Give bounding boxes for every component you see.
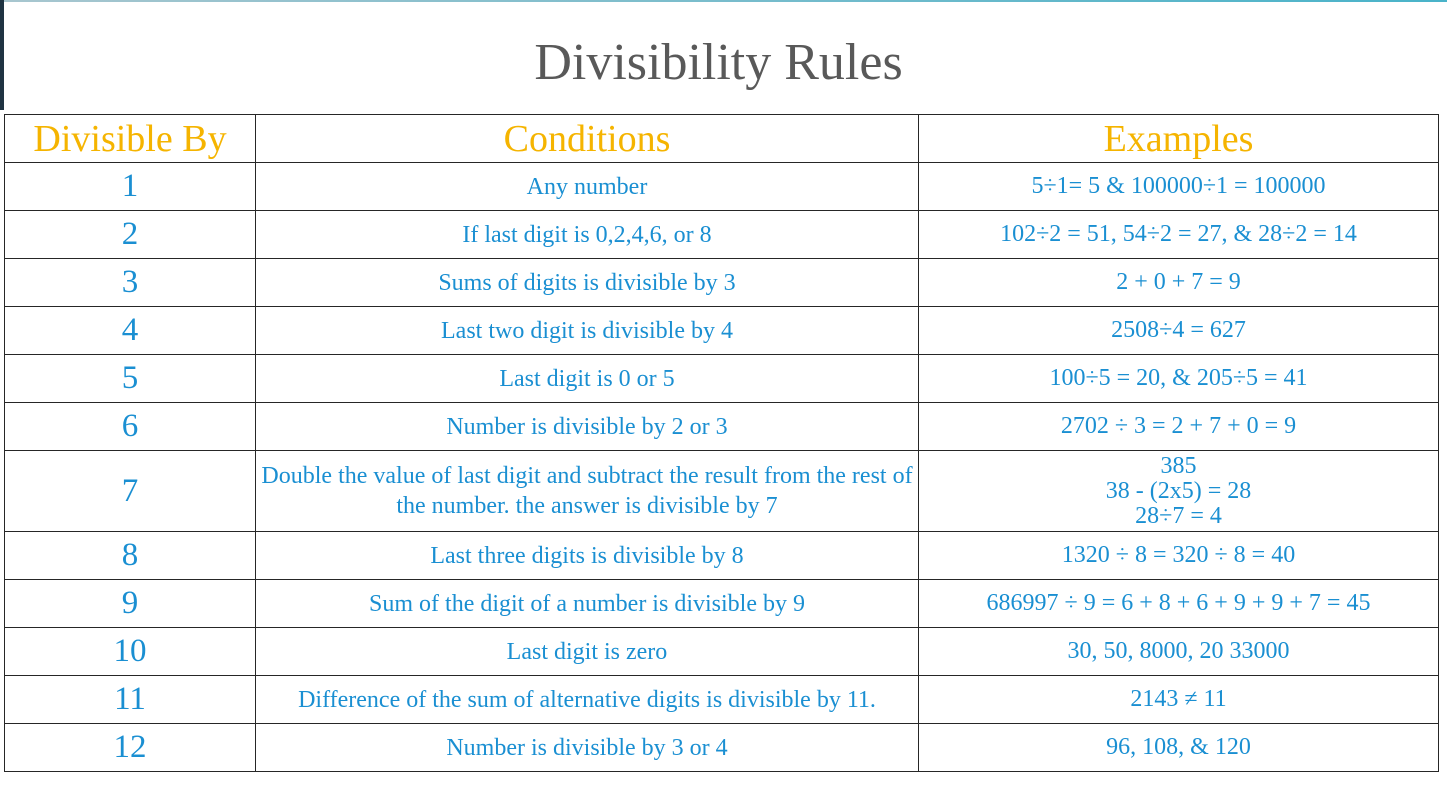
condition-cell: Double the value of last digit and subtract the result from the rest of the number. the answer is divisible by 7 [256, 451, 919, 532]
table-row [5, 163, 1439, 211]
header-examples: Examples [919, 115, 1439, 163]
table-row [5, 307, 1439, 355]
example-line: 30, 50, 8000, 20 33000 [1067, 638, 1290, 664]
condition-cell: Number is divisible by 2 or 3 [256, 403, 919, 451]
divisor-cell: 7 [5, 451, 256, 532]
condition-cell: Last digit is 0 or 5 [256, 355, 919, 403]
examples-cell [919, 580, 1439, 628]
condition-cell: Last three digits is divisible by 8 [256, 532, 919, 580]
examples-cell [919, 259, 1439, 307]
examples-cell [919, 676, 1439, 724]
example-line: 100÷5 = 20, & 205÷5 = 41 [1049, 365, 1308, 391]
condition-cell: If last digit is 0,2,4,6, or 8 [256, 211, 919, 259]
table-body [5, 163, 1439, 772]
header-conditions: Conditions [256, 115, 919, 163]
examples-cell [919, 355, 1439, 403]
table-row [5, 451, 1439, 532]
example-line: 2143 ≠ 11 [1130, 686, 1227, 712]
examples-cell [919, 451, 1439, 532]
divisor-cell: 8 [5, 532, 256, 580]
divisibility-rules-table [4, 114, 1439, 772]
table-row [5, 724, 1439, 772]
example-line: 96, 108, & 120 [1106, 734, 1251, 760]
divisor-cell: 11 [5, 676, 256, 724]
condition-cell: Sum of the digit of a number is divisible by 9 [256, 580, 919, 628]
table-row [5, 532, 1439, 580]
examples-cell [919, 724, 1439, 772]
table-row [5, 676, 1439, 724]
top-accent-line [0, 0, 1447, 2]
condition-cell: Difference of the sum of alternative digits is divisible by 11. [256, 676, 919, 724]
table-row [5, 628, 1439, 676]
table-row [5, 259, 1439, 307]
divisor-cell: 3 [5, 259, 256, 307]
example-line: 1320 ÷ 8 = 320 ÷ 8 = 40 [1061, 542, 1296, 568]
table-row [5, 355, 1439, 403]
example-line: 2508÷4 = 627 [1111, 317, 1246, 343]
divisor-cell: 10 [5, 628, 256, 676]
table-row [5, 403, 1439, 451]
divisor-cell: 12 [5, 724, 256, 772]
examples-cell [919, 532, 1439, 580]
header-divisible-by: Divisible By [5, 115, 256, 163]
examples-cell [919, 628, 1439, 676]
condition-cell: Last digit is zero [256, 628, 919, 676]
example-line: 686997 ÷ 9 = 6 + 8 + 6 + 9 + 9 + 7 = 45 [986, 590, 1371, 616]
divisor-cell: 6 [5, 403, 256, 451]
divisor-cell: 9 [5, 580, 256, 628]
table-header-row [5, 115, 1439, 163]
divisor-cell: 1 [5, 163, 256, 211]
example-line: 102÷2 = 51, 54÷2 = 27, & 28÷2 = 14 [1000, 221, 1357, 247]
divisor-cell: 5 [5, 355, 256, 403]
example-line: 2702 ÷ 3 = 2 + 7 + 0 = 9 [1060, 413, 1297, 439]
divisor-cell: 2 [5, 211, 256, 259]
table-row [5, 580, 1439, 628]
condition-cell: Number is divisible by 3 or 4 [256, 724, 919, 772]
example-line: 2 + 0 + 7 = 9 [1116, 269, 1241, 295]
example-line: 385 [1160, 452, 1197, 479]
example-line: 5÷1= 5 & 100000÷1 = 100000 [1031, 173, 1326, 199]
examples-cell [919, 403, 1439, 451]
page-title: Divisibility Rules [534, 34, 903, 91]
examples-cell [919, 307, 1439, 355]
example-line: 38 - (2x5) = 28 [1105, 477, 1252, 504]
table-row [5, 211, 1439, 259]
divisor-cell: 4 [5, 307, 256, 355]
condition-cell: Last two digit is divisible by 4 [256, 307, 919, 355]
condition-cell: Any number [256, 163, 919, 211]
examples-cell [919, 211, 1439, 259]
example-line: 28÷7 = 4 [1135, 502, 1222, 529]
examples-cell [919, 163, 1439, 211]
condition-cell: Sums of digits is divisible by 3 [256, 259, 919, 307]
